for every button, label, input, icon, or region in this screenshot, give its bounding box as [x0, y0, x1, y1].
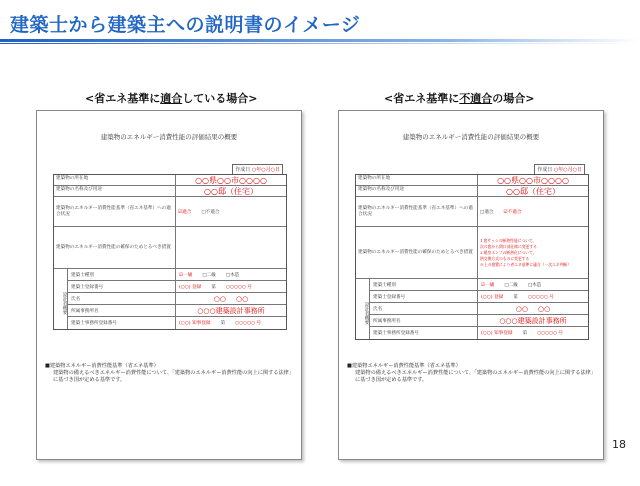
name-value: ○○邸（住宅）: [506, 186, 560, 196]
designer-row: [370, 303, 588, 315]
footnote-heading: ■建築物エネルギー消費性能基準（省エネ基準）: [347, 363, 461, 369]
measures-value: [478, 227, 588, 278]
registration-dai: 第: [211, 284, 216, 290]
grade-1-checkbox: ☑一級: [481, 282, 495, 288]
location-label: 建築物の所在地: [54, 175, 176, 185]
registration-number: ○○○○○ 号: [527, 294, 554, 300]
designer-side-label: 設計者概要: [356, 279, 370, 339]
designer-row: [370, 279, 588, 291]
designer-row: [370, 327, 588, 339]
heading-noncompliant-post: の場合>: [492, 92, 535, 105]
measure-line: ※上の措置により省エネ基準に適合（一次エネ判断）: [480, 261, 572, 267]
designer-row-label: 所属事務所名: [68, 305, 176, 316]
office-name-value: ○○○建築設計事務所: [197, 306, 265, 315]
designer-side-label: 設計者概要: [54, 269, 68, 329]
row-location: [54, 175, 286, 186]
date-value: ○年○月○日: [251, 167, 280, 173]
designer-section: [356, 279, 588, 339]
row-measures: [356, 227, 588, 279]
document-compliant: [36, 110, 302, 460]
heading-noncompliant-pre: <省エネ基準に: [384, 92, 460, 105]
designer-row: [370, 291, 588, 303]
location-value: ○○県○○市○○○○: [195, 175, 267, 185]
footnote-heading: ■建築物エネルギー消費性能基準（省エネ基準）: [45, 363, 159, 369]
grade-wood-checkbox: □木造: [527, 282, 542, 288]
designer-section: [54, 269, 286, 329]
name-value: ○○邸（住宅）: [204, 186, 258, 196]
registration-number: ○○○○○ 号: [225, 284, 252, 290]
footnote: [45, 363, 299, 384]
registration-dai: 第: [513, 294, 518, 300]
registration-prefix: (○○) 登録: [481, 294, 504, 300]
office-registration-number: ○○○○○ 号: [235, 321, 262, 326]
row-measures: [54, 227, 286, 269]
office-registration-dai: 第: [522, 331, 528, 336]
designer-row: [68, 317, 286, 329]
title-bar: [0, 0, 640, 44]
row-location: [356, 175, 588, 186]
designer-row-label: 所属事務所名: [370, 315, 478, 326]
doc-title: 建築物のエネルギー消費性能の評価結果の概要: [100, 133, 238, 141]
surname-value: ○○: [515, 304, 528, 313]
office-name-value: ○○○建築設計事務所: [499, 316, 567, 325]
heading-compliant: [85, 90, 257, 106]
row-name: [356, 186, 588, 197]
office-registration-number: ○○○○○ 号: [537, 331, 564, 336]
conform-no-checkbox: ☑不適合: [503, 209, 522, 215]
footnote-body: 建築物の備えるべきエネルギー消費性能について、「建築物のエネルギー消費性能の向上に関する法律」に基づき国が定める基準です。: [53, 370, 295, 383]
name-label: 建築物の名称及び用途: [54, 186, 176, 196]
conform-no-checkbox: □不適合: [201, 209, 220, 215]
surname-value: ○○: [213, 294, 226, 303]
designer-row-label: 氏名: [370, 303, 478, 314]
given-name-value: ○○: [538, 304, 551, 313]
designer-row-label: 建築士事務所登録番号: [370, 327, 478, 339]
measure-line: 次の窓から開口部仕様に変更する: [480, 243, 537, 249]
evaluation-table: [53, 174, 287, 330]
office-registration-dai: 第: [220, 321, 226, 326]
grade-2-checkbox: □二級: [202, 272, 216, 278]
designer-row-label: 氏名: [68, 293, 176, 304]
page-number: 18: [612, 438, 626, 451]
heading-compliant-emph: 適合: [160, 92, 183, 105]
conform-yes-checkbox: ☑適合: [178, 209, 192, 215]
title-underline-thin: [0, 43, 640, 44]
designer-row: [68, 281, 286, 293]
heading-compliant-post: している場合>: [182, 92, 258, 105]
grade-wood-checkbox: □木造: [225, 272, 240, 278]
designer-row: [68, 269, 286, 281]
heading-noncompliant-emph: 不適合: [459, 92, 493, 105]
evaluation-table: [355, 174, 589, 340]
doc-title: 建築物のエネルギー消費性能の評価結果の概要: [402, 133, 540, 141]
row-name: [54, 186, 286, 197]
conformity-label: 建築物のエネルギー消費性能基準（省エネ基準）への適合状況: [356, 197, 478, 226]
location-value: ○○県○○市○○○○: [497, 175, 569, 185]
row-conformity: [54, 197, 286, 227]
designer-row-label: 建築士種別: [370, 279, 478, 290]
grade-1-checkbox: ☑一級: [179, 272, 193, 278]
designer-row-label: 建築士登録番号: [68, 281, 176, 292]
title-underline: [0, 39, 640, 42]
office-registration-prefix: (○○) 知事登録: [179, 321, 211, 326]
date-label: 作成日: [235, 167, 251, 173]
footnote-body: 建築物の備えるべきエネルギー消費性能について、「建築物のエネルギー消費性能の向上に関する法律」に基づき国が定める基準です。: [355, 370, 597, 383]
heading-compliant-pre: <省エネ基準に: [85, 92, 161, 105]
grade-2-checkbox: □二級: [504, 282, 518, 288]
heading-noncompliant: [384, 90, 534, 106]
designer-row: [68, 305, 286, 317]
designer-row: [370, 315, 588, 327]
measure-line: 1 窓サッシの断熱性能について、: [480, 237, 537, 243]
given-name-value: ○○: [236, 294, 249, 303]
measure-line: 2 暖房ポンプの断熱化について、: [480, 249, 537, 255]
conformity-label: 建築物のエネルギー消費性能基準（省エネ基準）への適合状況: [54, 197, 176, 226]
location-label: 建築物の所在地: [356, 175, 478, 185]
date-label: 作成日: [537, 167, 553, 173]
designer-row-label: 建築士種別: [68, 269, 176, 280]
measures-label: 建築物のエネルギー消費性能の確保のためとるべき措置: [356, 227, 478, 278]
page-title: 建築士から建築主への説明書のイメージ: [10, 14, 361, 36]
date-value: ○年○月○日: [553, 167, 582, 173]
measures-label: 建築物のエネルギー消費性能の確保のためとるべき措置: [54, 227, 176, 268]
registration-prefix: (○○) 登録: [179, 284, 202, 290]
row-conformity: [356, 197, 588, 227]
conform-yes-checkbox: □適合: [480, 209, 494, 215]
measure-line: 熱交換方式のものに変更する: [480, 255, 530, 261]
designer-row-label: 建築士事務所登録番号: [68, 317, 176, 329]
measures-value: [176, 227, 286, 268]
document-noncompliant: [338, 110, 604, 460]
designer-row-label: 建築士登録番号: [370, 291, 478, 302]
footnote: [347, 363, 601, 384]
name-label: 建築物の名称及び用途: [356, 186, 478, 196]
office-registration-prefix: (○○) 知事登録: [481, 331, 513, 336]
designer-row: [68, 293, 286, 305]
